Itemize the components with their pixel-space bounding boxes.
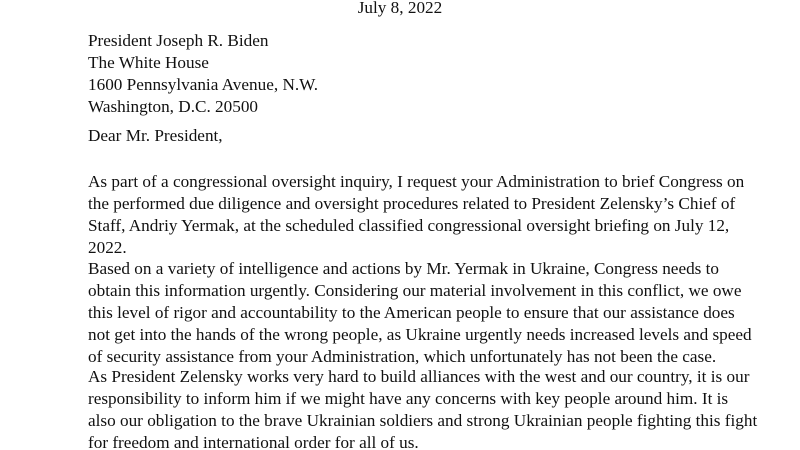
paragraph-line: of security assistance from your Administration, which unfortunately has not been the case.	[88, 347, 717, 366]
paragraph-line: 2022.	[88, 238, 127, 257]
recipient-street: 1600 Pennsylvania Avenue, N.W.	[88, 75, 319, 94]
salutation: Dear Mr. President,	[88, 126, 223, 145]
paragraph-line: also our obligation to the brave Ukrainian soldiers and strong Ukrainian people fighting this fight	[88, 411, 758, 430]
paragraph-1	[88, 171, 758, 259]
paragraph-line: responsibility to inform him if we might have any concerns with key people around him. It is	[88, 389, 729, 408]
paragraph-3	[88, 366, 758, 450]
recipient-city: Washington, D.C. 20500	[88, 97, 259, 116]
paragraph-line: Staff, Andriy Yermak, at the scheduled classified congressional oversight briefing on July 12,	[88, 216, 730, 235]
paragraph-line: not get into the hands of the wrong people, as Ukraine urgently needs increased levels and speed	[88, 325, 752, 344]
paragraph-line: As President Zelensky works very hard to build alliances with the west and our country, it is our	[88, 367, 750, 386]
paragraph-2	[88, 258, 758, 368]
recipient-name: President Joseph R. Biden	[88, 31, 269, 50]
paragraph-line: Based on a variety of intelligence and actions by Mr. Yermak in Ukraine, Congress needs to	[88, 259, 720, 278]
recipient-address	[88, 30, 318, 118]
letter-date: July 8, 2022	[357, 0, 443, 17]
paragraph-line: this level of rigor and accountability to the American people to ensure that our assistance does	[88, 303, 735, 322]
paragraph-line: obtain this information urgently. Considering our material involvement in this conflict, we owe	[88, 281, 742, 300]
paragraph-line: As part of a congressional oversight inquiry, I request your Administration to brief Congress on	[88, 172, 745, 191]
paragraph-line: the performed due diligence and oversight procedures related to President Zelensky’s Chief of	[88, 194, 736, 213]
paragraph-line: for freedom and international order for all of us.	[88, 433, 419, 450]
recipient-org: The White House	[88, 53, 209, 72]
